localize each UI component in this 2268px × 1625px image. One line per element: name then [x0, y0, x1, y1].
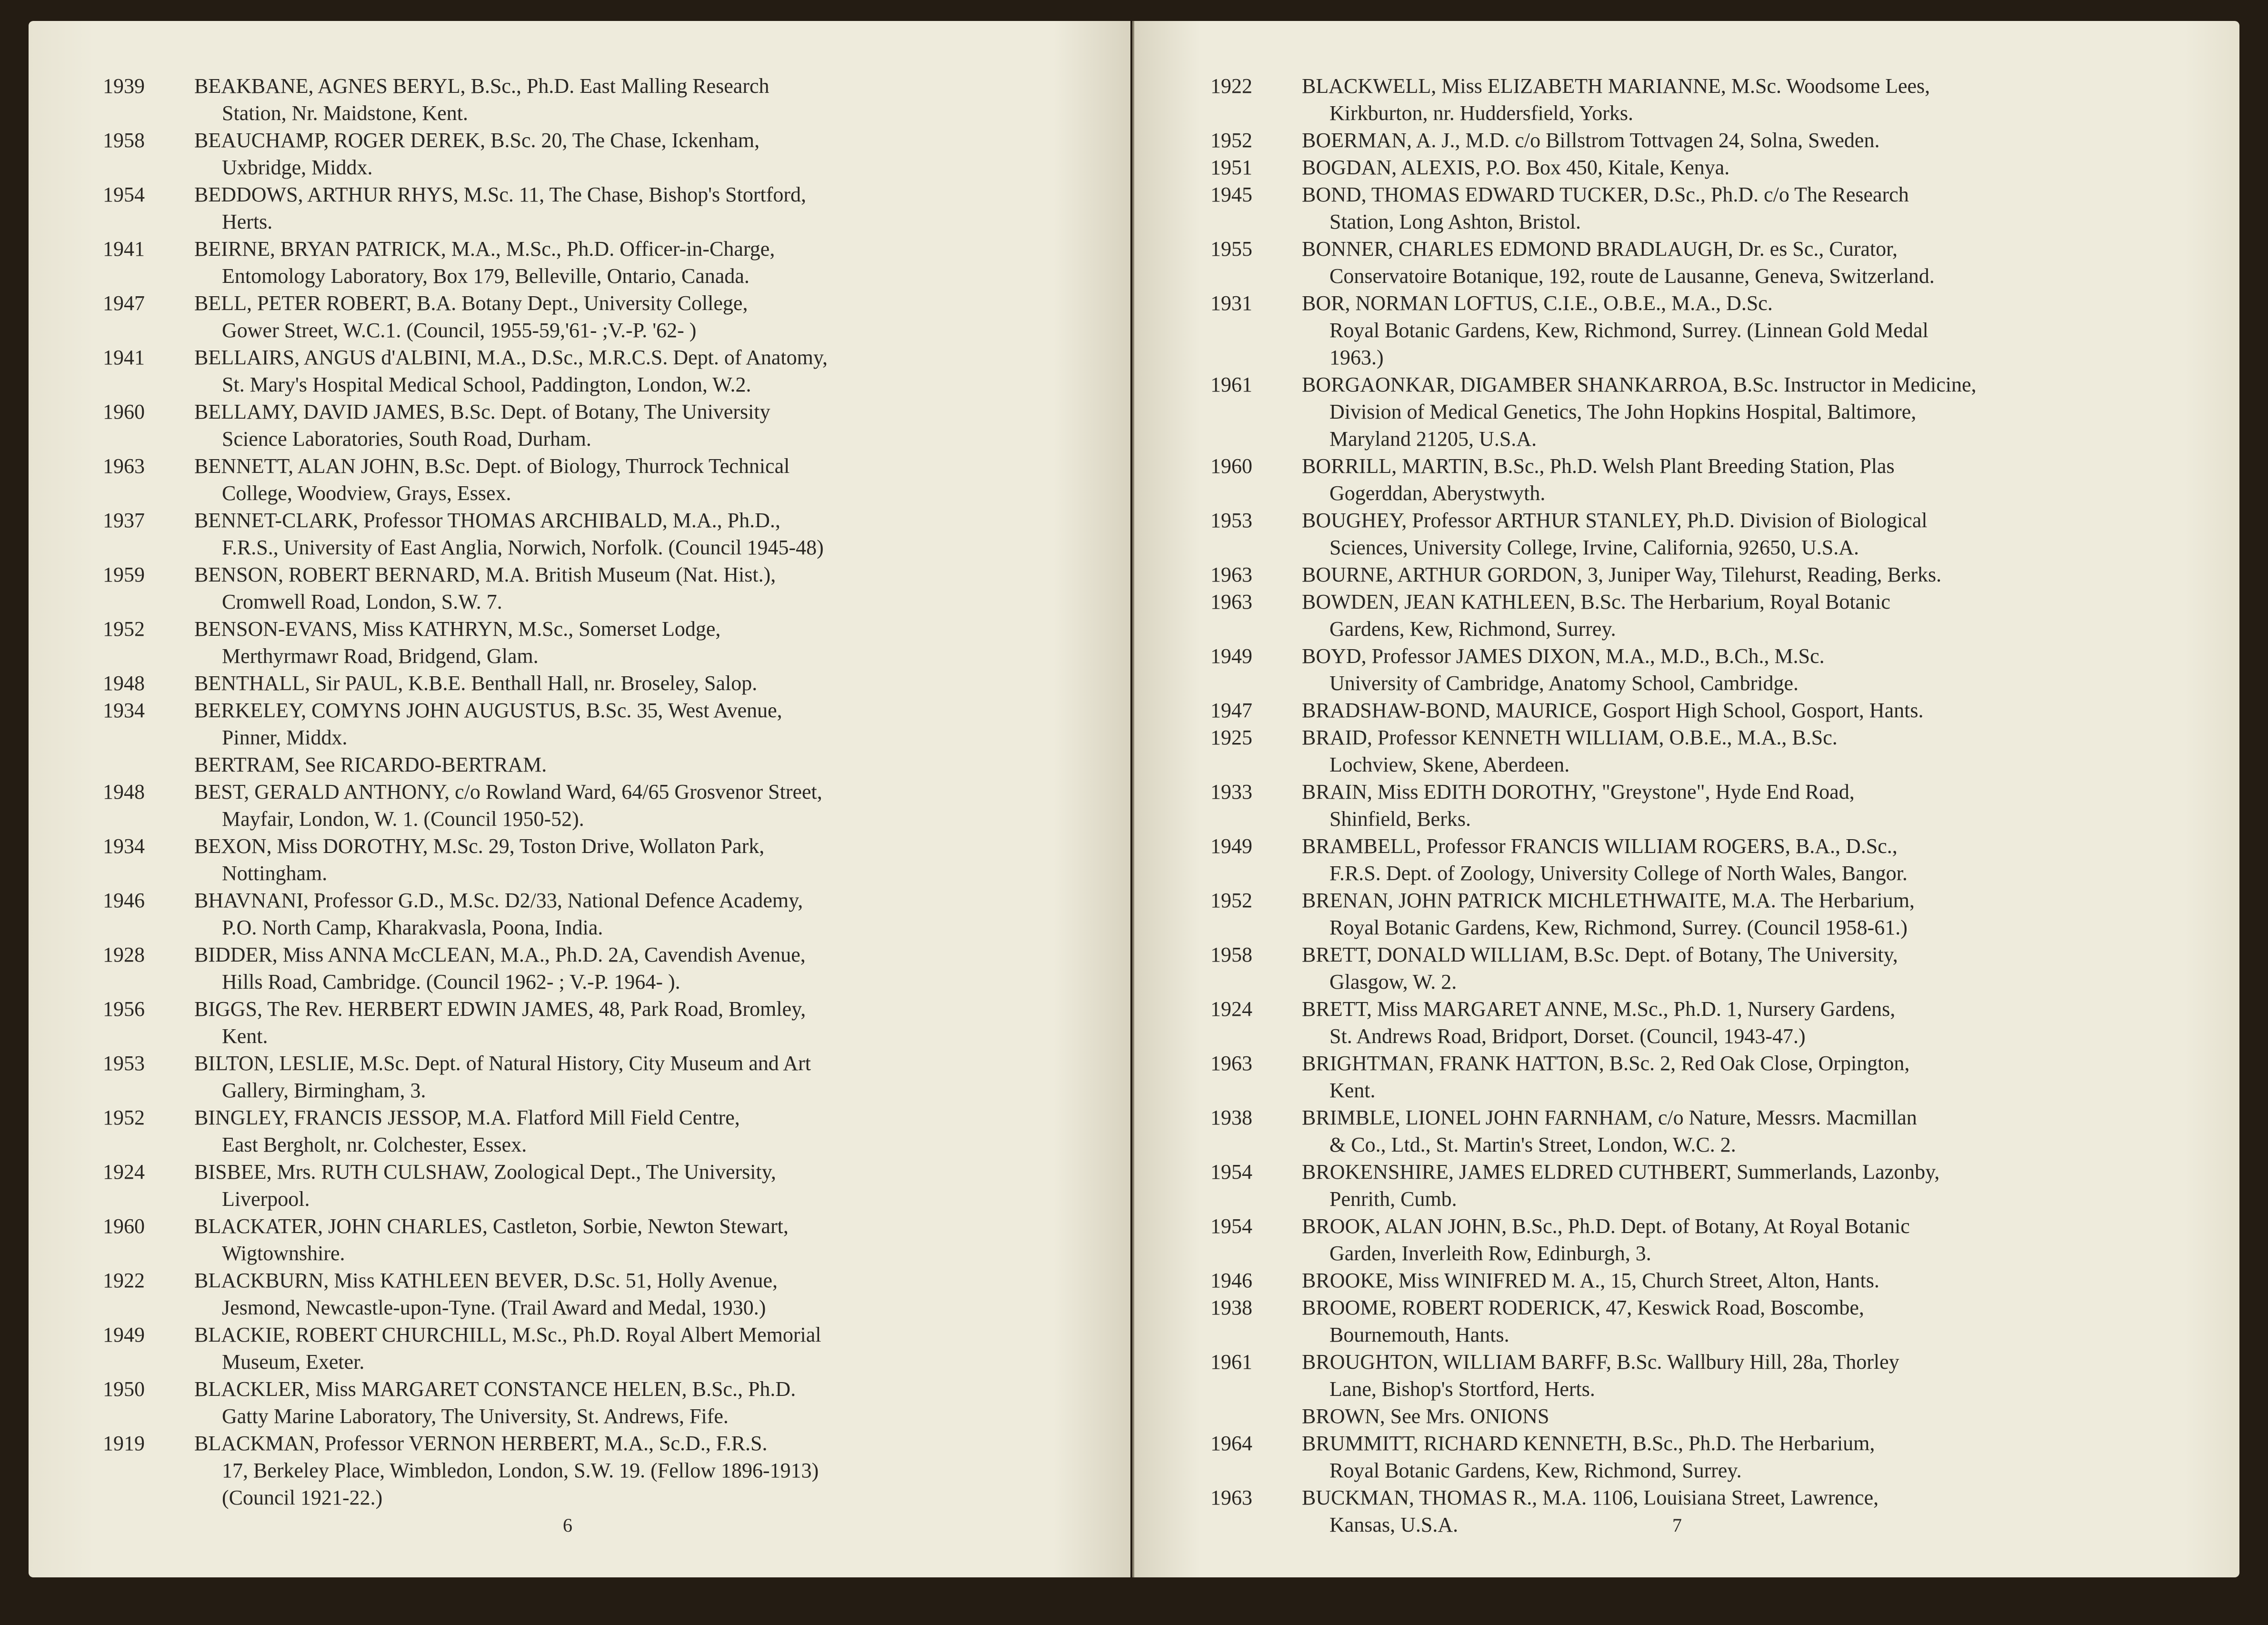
member-entry: [29, 1375, 1130, 1430]
member-entry: [29, 615, 1130, 670]
member-details: [1302, 154, 1729, 181]
member-entry: [29, 697, 1130, 751]
member-entry: [1134, 507, 2239, 561]
member-details: [194, 615, 720, 670]
member-name-line: BIGGS, The Rev. HERBERT EDWIN JAMES, 48, Park Road, Bromley,: [194, 997, 806, 1021]
election-year: 1963: [103, 454, 145, 478]
member-details: [194, 887, 803, 941]
member-name-line: BROUGHTON, WILLIAM BARFF, B.Sc. Wallbury Hill, 28a, Thorley: [1302, 1350, 1899, 1374]
member-entry: [29, 778, 1130, 833]
member-address-line: Gogerddan, Aberystwyth.: [1329, 481, 1546, 505]
member-details: [194, 398, 770, 452]
member-name-line: BLACKMAN, Professor VERNON HERBERT, M.A., Sc.D., F.R.S.: [194, 1432, 768, 1455]
member-name-line: BROKENSHIRE, JAMES ELDRED CUTHBERT, Summerlands, Lazonby,: [1302, 1160, 1940, 1184]
election-year: 1949: [103, 1323, 145, 1346]
member-name-line: BENSON, ROBERT BERNARD, M.A. British Museum (Nat. Hist.),: [194, 563, 776, 586]
member-details: [194, 995, 806, 1050]
member-name-line: BOWDEN, JEAN KATHLEEN, B.Sc. The Herbarium, Royal Botanic: [1302, 590, 1890, 613]
member-address-line: Pinner, Middx.: [222, 726, 348, 749]
election-year: 1960: [103, 1214, 145, 1238]
member-entry: [29, 72, 1130, 127]
member-address-line: Entomology Laboratory, Box 179, Belleville, Ontario, Canada.: [222, 264, 749, 288]
member-address-line: St. Andrews Road, Bridport, Dorset. (Council, 1943-47.): [1329, 1024, 1806, 1048]
member-address-line: (Council 1921-22.): [222, 1486, 383, 1509]
member-address-line: Lochview, Skene, Aberdeen.: [1329, 753, 1570, 776]
member-address-line: Wigtownshire.: [222, 1242, 345, 1265]
member-address-line: Gower Street, W.C.1. (Council, 1955-59,'61- ;V.-P. '62- ): [222, 319, 697, 342]
member-entry: [1134, 1213, 2239, 1267]
member-entry: [1134, 1050, 2239, 1104]
election-year: 1922: [1210, 74, 1252, 98]
member-address-line: & Co., Ltd., St. Martin's Street, London, W.C. 2.: [1329, 1133, 1736, 1156]
election-year: 1933: [1210, 780, 1252, 803]
member-entry: [1134, 452, 2239, 507]
member-name-line: BINGLEY, FRANCIS JESSOP, M.A. Flatford Mill Field Centre,: [194, 1106, 740, 1129]
member-name-line: BILTON, LESLIE, M.Sc. Dept. of Natural History, City Museum and Art: [194, 1052, 811, 1075]
member-name-line: BEAUCHAMP, ROGER DEREK, B.Sc. 20, The Chase, Ickenham,: [194, 129, 760, 152]
election-year: 1960: [1210, 454, 1252, 478]
member-name-line: BOND, THOMAS EDWARD TUCKER, D.Sc., Ph.D. c/o The Research: [1302, 183, 1909, 206]
member-name-line: BHAVNANI, Professor G.D., M.Sc. D2/33, National Defence Academy,: [194, 889, 803, 912]
member-entry: [1134, 642, 2239, 697]
member-address-line: Garden, Inverleith Row, Edinburgh, 3.: [1329, 1242, 1651, 1265]
member-name-line: BRIGHTMAN, FRANK HATTON, B.Sc. 2, Red Oak Close, Orpington,: [1302, 1052, 1910, 1075]
member-entry: [1134, 697, 2239, 724]
election-year: 1924: [1210, 997, 1252, 1021]
member-name-line: BROOK, ALAN JOHN, B.Sc., Ph.D. Dept. of Botany, At Royal Botanic: [1302, 1214, 1910, 1238]
member-name-line: BRAID, Professor KENNETH WILLIAM, O.B.E., M.A., B.Sc.: [1302, 726, 1838, 749]
election-year: 1937: [103, 509, 145, 532]
member-entry: [29, 1267, 1130, 1321]
member-name-line: BORGAONKAR, DIGAMBER SHANKARROA, B.Sc. Instructor in Medicine,: [1302, 373, 1977, 396]
member-entry: [29, 344, 1130, 398]
member-entry: [29, 507, 1130, 561]
election-year: 1960: [103, 400, 145, 423]
member-address-line: Station, Long Ashton, Bristol.: [1329, 210, 1581, 233]
election-year: 1948: [103, 672, 145, 695]
member-entry: [1134, 995, 2239, 1050]
member-details: [194, 235, 775, 290]
member-entry: [29, 751, 1130, 778]
member-details: [1302, 1213, 1910, 1267]
member-name-line: BISBEE, Mrs. RUTH CULSHAW, Zoological Dept., The University,: [194, 1160, 776, 1184]
member-name-line: BRIMBLE, LIONEL JOHN FARNHAM, c/o Nature, Messrs. Macmillan: [1302, 1106, 1917, 1129]
election-year: 1925: [1210, 726, 1252, 749]
election-year: 1946: [1210, 1269, 1252, 1292]
election-year: 1950: [103, 1377, 145, 1401]
election-year: 1961: [1210, 373, 1252, 396]
member-address-line: Kent.: [1329, 1079, 1376, 1102]
member-details: [1302, 1348, 1899, 1403]
member-details: [194, 1213, 789, 1267]
election-year: 1938: [1210, 1106, 1252, 1129]
member-entry: [1134, 1267, 2239, 1294]
election-year: 1956: [103, 997, 145, 1021]
member-entry: [1134, 833, 2239, 887]
member-name-line: BLACKLER, Miss MARGARET CONSTANCE HELEN, B.Sc., Ph.D.: [194, 1377, 796, 1401]
member-details: [1302, 1403, 1549, 1430]
election-year: 1963: [1210, 1052, 1252, 1075]
member-address-line: Kirkburton, nr. Huddersfield, Yorks.: [1329, 101, 1633, 125]
election-year: 1928: [103, 943, 145, 966]
member-name-line: BROWN, See Mrs. ONIONS: [1302, 1404, 1549, 1428]
member-details: [1302, 507, 1927, 561]
election-year: 1934: [103, 834, 145, 858]
member-details: [194, 72, 769, 127]
member-details: [1302, 181, 1909, 235]
member-details: [1302, 127, 1879, 154]
member-address-line: Jesmond, Newcastle-upon-Tyne. (Trail Award and Medal, 1930.): [222, 1296, 766, 1319]
member-name-line: BELL, PETER ROBERT, B.A. Botany Dept., University College,: [194, 291, 748, 315]
member-name-line: BRAMBELL, Professor FRANCIS WILLIAM ROGERS, B.A., D.Sc.,: [1302, 834, 1898, 858]
member-entry: [29, 290, 1130, 344]
member-name-line: BOUGHEY, Professor ARTHUR STANLEY, Ph.D. Division of Biological: [1302, 509, 1928, 532]
member-entry: [1134, 1430, 2239, 1484]
election-year: 1941: [103, 237, 145, 261]
member-name-line: BROOKE, Miss WINIFRED M. A., 15, Church Street, Alton, Hants.: [1302, 1269, 1879, 1292]
member-name-line: BRETT, Miss MARGARET ANNE, M.Sc., Ph.D. 1, Nursery Gardens,: [1302, 997, 1896, 1021]
member-address-line: F.R.S. Dept. of Zoology, University College of North Wales, Bangor.: [1329, 862, 1908, 885]
member-details: [1302, 778, 1855, 833]
member-name-line: BRENAN, JOHN PATRICK MICHLETHWAITE, M.A. The Herbarium,: [1302, 889, 1915, 912]
member-address-line: Penrith, Cumb.: [1329, 1187, 1457, 1211]
member-name-line: BORRILL, MARTIN, B.Sc., Ph.D. Welsh Plant Breeding Station, Plas: [1302, 454, 1895, 478]
member-entry: [1134, 154, 2239, 181]
member-details: [1302, 1267, 1879, 1294]
member-details: [194, 697, 782, 751]
member-details: [1302, 887, 1915, 941]
member-entry: [29, 1213, 1130, 1267]
member-details: [194, 344, 828, 398]
member-name-line: BOR, NORMAN LOFTUS, C.I.E., O.B.E., M.A., D.Sc.: [1302, 291, 1773, 315]
member-address-line: Division of Medical Genetics, The John Hopkins Hospital, Baltimore,: [1329, 400, 1917, 423]
member-name-line: BEXON, Miss DOROTHY, M.Sc. 29, Toston Drive, Wollaton Park,: [194, 834, 765, 858]
member-entry: [1134, 235, 2239, 290]
election-year: 1938: [1210, 1296, 1252, 1319]
member-entry: [1134, 724, 2239, 778]
member-address-line: Royal Botanic Gardens, Kew, Richmond, Surrey.: [1329, 1459, 1742, 1482]
election-year: 1952: [1210, 129, 1252, 152]
member-name-line: BENTHALL, Sir PAUL, K.B.E. Benthall Hall, nr. Broseley, Salop.: [194, 672, 758, 695]
election-year: 1947: [1210, 699, 1252, 722]
member-name-line: BOERMAN, A. J., M.D. c/o Billstrom Tottvagen 24, Solna, Sweden.: [1302, 129, 1880, 152]
member-name-line: BOURNE, ARTHUR GORDON, 3, Juniper Way, Tilehurst, Reading, Berks.: [1302, 563, 1942, 586]
member-details: [194, 1104, 740, 1158]
member-name-line: BRUMMITT, RICHARD KENNETH, B.Sc., Ph.D. The Herbarium,: [1302, 1432, 1875, 1455]
member-name-line: BONNER, CHARLES EDMOND BRADLAUGH, Dr. es Sc., Curator,: [1302, 237, 1898, 261]
member-details: [194, 181, 806, 235]
member-address-line: Merthyrmawr Road, Bridgend, Glam.: [222, 644, 539, 668]
member-entry: [29, 398, 1130, 452]
member-address-line: Herts.: [222, 210, 273, 233]
election-year: 1963: [1210, 590, 1252, 613]
member-address-line: Gallery, Birmingham, 3.: [222, 1079, 426, 1102]
member-details: [1302, 561, 1941, 588]
member-entry: [29, 1430, 1130, 1511]
member-entry: [1134, 561, 2239, 588]
member-name-line: BEST, GERALD ANTHONY, c/o Rowland Ward, 64/65 Grosvenor Street,: [194, 780, 822, 803]
election-year: 1941: [103, 346, 145, 369]
member-name-line: BERKELEY, COMYNS JOHN AUGUSTUS, B.Sc. 35, West Avenue,: [194, 699, 782, 722]
member-entry: [29, 235, 1130, 290]
member-entry: [29, 561, 1130, 615]
member-details: [1302, 642, 1825, 697]
election-year: 1954: [1210, 1214, 1252, 1238]
member-details: [1302, 452, 1895, 507]
member-address-line: Science Laboratories, South Road, Durham.: [222, 427, 591, 451]
member-details: [1302, 588, 1890, 642]
member-entry: [1134, 588, 2239, 642]
election-year: 1954: [103, 183, 145, 206]
member-details: [194, 507, 824, 561]
election-year: 1958: [1210, 943, 1252, 966]
member-entry: [29, 995, 1130, 1050]
member-address-line: Glasgow, W. 2.: [1329, 970, 1457, 993]
election-year: 1963: [1210, 1486, 1252, 1509]
election-year: 1952: [103, 1106, 145, 1129]
member-details: [194, 561, 776, 615]
member-name-line: BUCKMAN, THOMAS R., M.A. 1106, Louisiana Street, Lawrence,: [1302, 1486, 1879, 1509]
member-details: [1302, 833, 1908, 887]
election-year: 1939: [103, 74, 145, 98]
election-year: 1952: [1210, 889, 1252, 912]
member-address-line: Royal Botanic Gardens, Kew, Richmond, Surrey. (Linnean Gold Medal: [1329, 319, 1928, 342]
member-name-line: BRADSHAW-BOND, MAURICE, Gosport High School, Gosport, Hants.: [1302, 699, 1924, 722]
election-year: 1947: [103, 291, 145, 315]
member-entry: [1134, 941, 2239, 995]
member-details: [1302, 1104, 1917, 1158]
member-name-line: BRETT, DONALD WILLIAM, B.Sc. Dept. of Botany, The University,: [1302, 943, 1898, 966]
member-address-line: Maryland 21205, U.S.A.: [1329, 427, 1537, 451]
member-name-line: BROOME, ROBERT RODERICK, 47, Keswick Road, Boscombe,: [1302, 1296, 1864, 1319]
book-spread: [29, 21, 2239, 1577]
member-name-line: BLACKBURN, Miss KATHLEEN BEVER, D.Sc. 51, Holly Avenue,: [194, 1269, 778, 1292]
member-details: [194, 941, 806, 995]
election-year: 1924: [103, 1160, 145, 1184]
election-year: 1949: [1210, 644, 1252, 668]
member-entry: [29, 941, 1130, 995]
member-name-line: BLACKWELL, Miss ELIZABETH MARIANNE, M.Sc. Woodsome Lees,: [1302, 74, 1930, 98]
member-address-line: 17, Berkeley Place, Wimbledon, London, S.W. 19. (Fellow 1896-1913): [222, 1459, 819, 1482]
member-address-line: University of Cambridge, Anatomy School, Cambridge.: [1329, 672, 1798, 695]
member-address-line: Conservatoire Botanique, 192, route de Lausanne, Geneva, Switzerland.: [1329, 264, 1935, 288]
member-details: [1302, 995, 1895, 1050]
member-details: [1302, 1050, 1909, 1104]
member-name-line: BEAKBANE, AGNES BERYL, B.Sc., Ph.D. East Malling Research: [194, 74, 769, 98]
member-address-line: College, Woodview, Grays, Essex.: [222, 481, 511, 505]
member-address-line: Bournemouth, Hants.: [1329, 1323, 1509, 1346]
member-details: [194, 751, 547, 778]
member-name-line: BELLAMY, DAVID JAMES, B.Sc. Dept. of Botany, The University: [194, 400, 770, 423]
member-entry: [29, 181, 1130, 235]
election-year: 1951: [1210, 156, 1252, 179]
election-year: 1955: [1210, 237, 1252, 261]
election-year: 1946: [103, 889, 145, 912]
member-address-line: Cromwell Road, London, S.W. 7.: [222, 590, 502, 613]
member-name-line: BENSON-EVANS, Miss KATHRYN, M.Sc., Somerset Lodge,: [194, 617, 721, 641]
member-details: [194, 127, 759, 181]
member-name-line: BELLAIRS, ANGUS d'ALBINI, M.A., D.Sc., M.R.C.S. Dept. of Anatomy,: [194, 346, 828, 369]
member-entry: [1134, 181, 2239, 235]
member-details: [1302, 697, 1924, 724]
election-year: 1922: [103, 1269, 145, 1292]
member-details: [1302, 724, 1838, 778]
member-address-line: Museum, Exeter.: [222, 1350, 365, 1374]
member-details: [194, 1430, 819, 1511]
member-address-line: Lane, Bishop's Stortford, Herts.: [1329, 1377, 1595, 1401]
member-entry: [29, 1158, 1130, 1213]
member-address-line: F.R.S., University of East Anglia, Norwich, Norfolk. (Council 1945-48): [222, 536, 824, 559]
member-address-line: East Bergholt, nr. Colchester, Essex.: [222, 1133, 527, 1156]
election-year: 1954: [1210, 1160, 1252, 1184]
member-entry: [1134, 1348, 2239, 1403]
member-entry: [29, 1321, 1130, 1375]
left-page-number: 6: [563, 1515, 572, 1536]
member-address-line: 1963.): [1329, 346, 1384, 369]
election-year: 1963: [1210, 563, 1252, 586]
member-details: [194, 1050, 811, 1104]
election-year: 1961: [1210, 1350, 1252, 1374]
election-year: 1931: [1210, 291, 1252, 315]
member-address-line: Uxbridge, Middx.: [222, 156, 373, 179]
member-details: [194, 452, 789, 507]
member-name-line: BLACKATER, JOHN CHARLES, Castleton, Sorbie, Newton Stewart,: [194, 1214, 789, 1238]
election-year: 1945: [1210, 183, 1252, 206]
member-address-line: Station, Nr. Maidstone, Kent.: [222, 101, 468, 125]
member-entry: [29, 887, 1130, 941]
member-name-line: BENNETT, ALAN JOHN, B.Sc. Dept. of Biology, Thurrock Technical: [194, 454, 790, 478]
member-name-line: BOGDAN, ALEXIS, P.O. Box 450, Kitale, Kenya.: [1302, 156, 1730, 179]
member-entry: [29, 670, 1130, 697]
member-details: [1302, 290, 1928, 371]
member-entry: [1134, 778, 2239, 833]
member-details: [1302, 371, 1977, 452]
member-address-line: Kent.: [222, 1024, 268, 1048]
election-year: 1949: [1210, 834, 1252, 858]
member-address-line: Royal Botanic Gardens, Kew, Richmond, Surrey. (Council 1958-61.): [1329, 916, 1908, 939]
member-address-line: Kansas, U.S.A.: [1329, 1513, 1459, 1536]
election-year: 1953: [103, 1052, 145, 1075]
member-details: [1302, 235, 1935, 290]
election-year: 1952: [103, 617, 145, 641]
member-details: [1302, 72, 1930, 127]
member-name-line: BOYD, Professor JAMES DIXON, M.A., M.D., B.Ch., M.Sc.: [1302, 644, 1825, 668]
member-address-line: Hills Road, Cambridge. (Council 1962- ; V.-P. 1964- ).: [222, 970, 680, 993]
member-name-line: BERTRAM, See RICARDO-BERTRAM.: [194, 753, 547, 776]
member-details: [194, 1375, 796, 1430]
member-name-line: BEDDOWS, ARTHUR RHYS, M.Sc. 11, The Chase, Bishop's Stortford,: [194, 183, 807, 206]
member-entry: [29, 452, 1130, 507]
member-entry: [1134, 1294, 2239, 1348]
member-address-line: St. Mary's Hospital Medical School, Paddington, London, W.2.: [222, 373, 751, 396]
member-entry: [29, 1104, 1130, 1158]
election-year: 1964: [1210, 1432, 1252, 1455]
member-details: [1302, 1158, 1939, 1213]
member-address-line: Gardens, Kew, Richmond, Surrey.: [1329, 617, 1616, 641]
member-details: [1302, 1294, 1864, 1348]
member-entry: [1134, 887, 2239, 941]
member-entry: [1134, 290, 2239, 371]
member-address-line: Nottingham.: [222, 862, 328, 885]
member-details: [194, 1158, 776, 1213]
member-details: [194, 290, 748, 344]
right-page-number: 7: [1672, 1515, 1682, 1536]
election-year: 1934: [103, 699, 145, 722]
member-details: [1302, 1430, 1875, 1484]
member-entry: [29, 127, 1130, 181]
member-name-line: BIDDER, Miss ANNA McCLEAN, M.A., Ph.D. 2A, Cavendish Avenue,: [194, 943, 806, 966]
member-entry: [1134, 371, 2239, 452]
member-details: [194, 1267, 778, 1321]
member-entry: [1134, 127, 2239, 154]
election-year: 1953: [1210, 509, 1252, 532]
election-year: 1919: [103, 1432, 145, 1455]
member-address-line: Shinfield, Berks.: [1329, 807, 1471, 831]
member-name-line: BENNET-CLARK, Professor THOMAS ARCHIBALD, M.A., Ph.D.,: [194, 509, 780, 532]
election-year: 1959: [103, 563, 145, 586]
member-entry: [29, 833, 1130, 887]
member-details: [194, 670, 757, 697]
member-entry: [1134, 1104, 2239, 1158]
member-name-line: BLACKIE, ROBERT CHURCHILL, M.Sc., Ph.D. Royal Albert Memorial: [194, 1323, 821, 1346]
member-address-line: Liverpool.: [222, 1187, 310, 1211]
election-year: 1958: [103, 129, 145, 152]
member-details: [1302, 941, 1898, 995]
member-details: [194, 833, 764, 887]
member-address-line: Sciences, University College, Irvine, California, 92650, U.S.A.: [1329, 536, 1859, 559]
member-address-line: Mayfair, London, W. 1. (Council 1950-52).: [222, 807, 584, 831]
left-page: [29, 21, 1130, 1577]
member-name-line: BEIRNE, BRYAN PATRICK, M.A., M.Sc., Ph.D. Officer-in-Charge,: [194, 237, 775, 261]
member-entry: [29, 1050, 1130, 1104]
member-details: [194, 778, 822, 833]
member-entry: [1134, 1484, 2239, 1538]
member-details: [1302, 1484, 1878, 1538]
left-member-list: [29, 72, 1130, 1511]
right-page: [1134, 21, 2239, 1577]
member-name-line: BRAIN, Miss EDITH DOROTHY, "Greystone", Hyde End Road,: [1302, 780, 1855, 803]
member-address-line: P.O. North Camp, Kharakvasla, Poona, India.: [222, 916, 603, 939]
right-member-list: [1134, 72, 2239, 1538]
member-details: [194, 1321, 821, 1375]
member-entry: [1134, 72, 2239, 127]
member-address-line: Gatty Marine Laboratory, The University, St. Andrews, Fife.: [222, 1404, 729, 1428]
election-year: 1948: [103, 780, 145, 803]
member-entry: [1134, 1403, 2239, 1430]
member-entry: [1134, 1158, 2239, 1213]
